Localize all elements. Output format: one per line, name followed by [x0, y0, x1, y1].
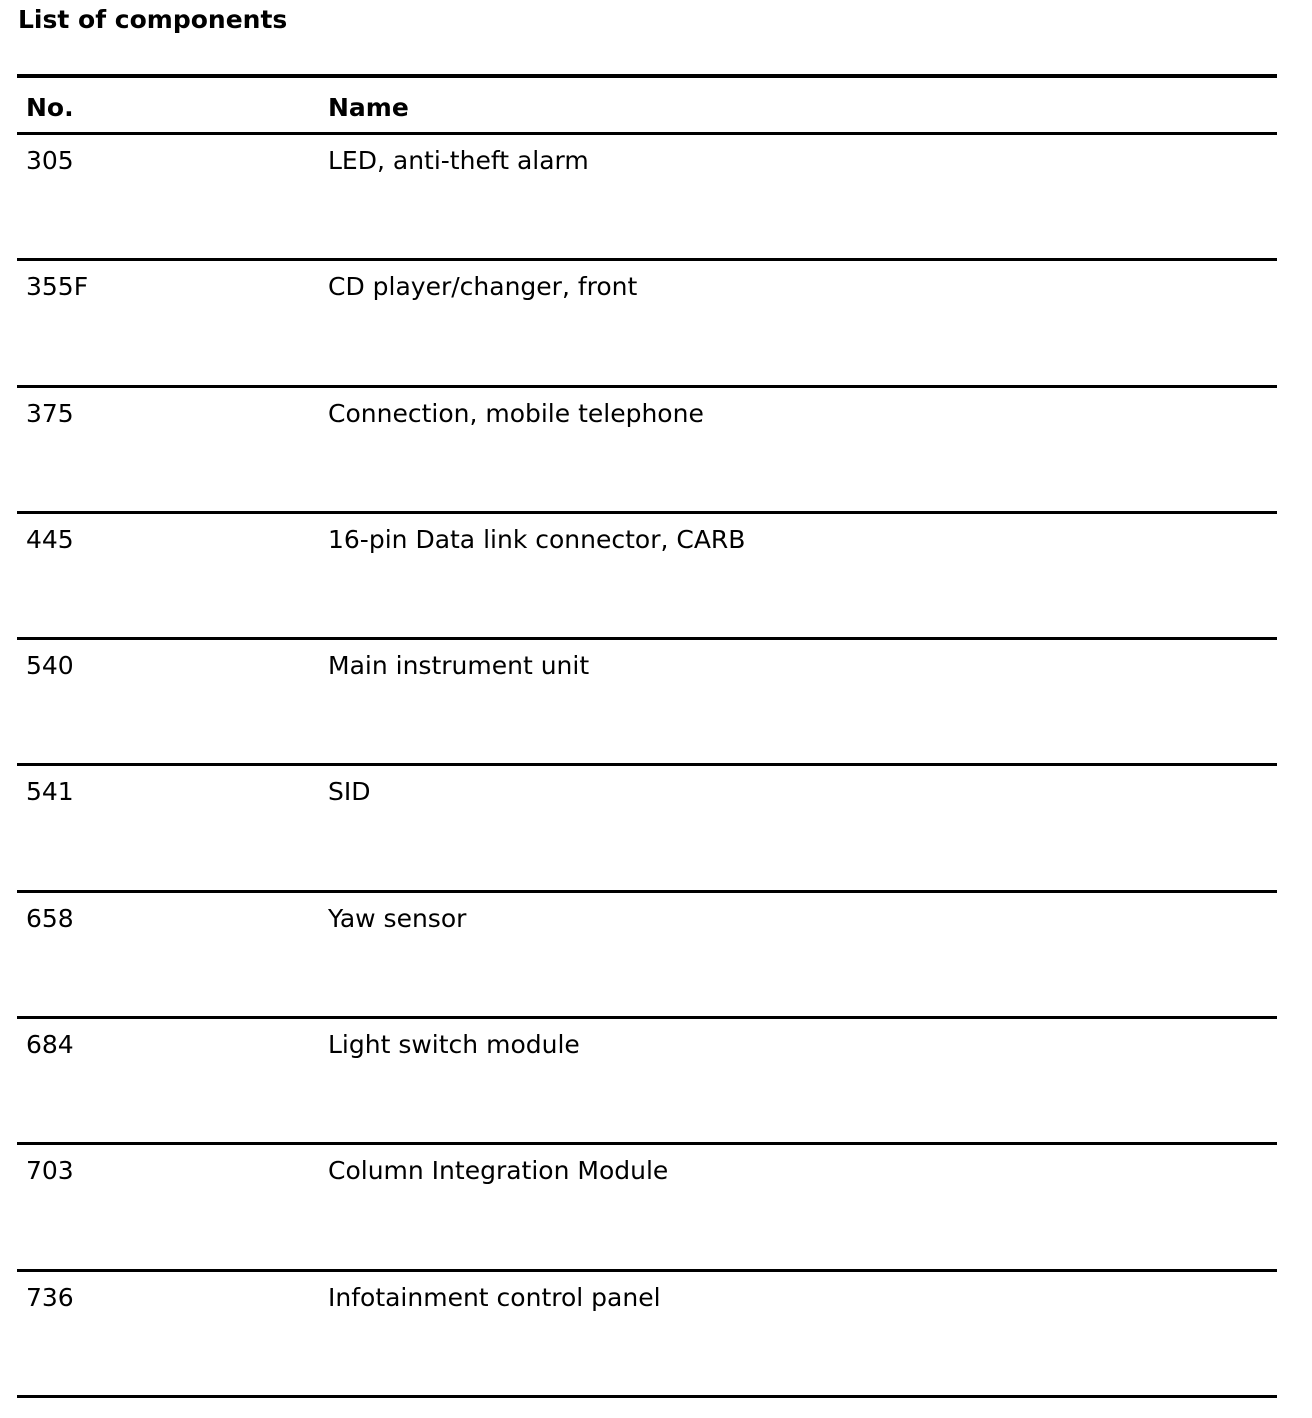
component-name: Column Integration Module — [328, 1156, 669, 1186]
component-number: 445 — [26, 524, 74, 554]
component-number: 736 — [26, 1282, 74, 1312]
component-number: 355F — [26, 272, 89, 302]
table-bottom-rule — [17, 1395, 1277, 1398]
component-name: 16-pin Data link connector, CARB — [328, 524, 746, 554]
table-row — [17, 893, 1277, 1016]
component-number: 684 — [26, 1030, 74, 1060]
component-number: 305 — [26, 146, 74, 175]
component-number: 541 — [26, 777, 74, 807]
table-row — [17, 261, 1277, 384]
component-number: 375 — [26, 398, 74, 428]
table-row — [17, 1272, 1277, 1395]
table-row — [17, 135, 1277, 258]
column-header-name: Name — [328, 93, 409, 122]
component-name: SID — [328, 777, 371, 807]
table-row — [17, 766, 1277, 889]
table-header — [17, 78, 1277, 132]
table-row — [17, 1145, 1277, 1268]
component-name: Yaw sensor — [328, 903, 467, 933]
table-row — [17, 1019, 1277, 1142]
table-row — [17, 640, 1277, 763]
table-row — [17, 388, 1277, 511]
component-name: CD player/changer, front — [328, 272, 638, 302]
component-name: Main instrument unit — [328, 651, 590, 681]
component-name: LED, anti-theft alarm — [328, 146, 589, 175]
page-title: List of components — [18, 5, 288, 34]
component-number: 540 — [26, 651, 74, 681]
component-number: 703 — [26, 1156, 74, 1186]
component-name: Connection, mobile telephone — [328, 398, 704, 428]
table-row — [17, 514, 1277, 637]
column-header-no: No. — [26, 93, 74, 122]
component-name: Infotainment control panel — [328, 1282, 661, 1312]
component-number: 658 — [26, 903, 74, 933]
component-name: Light switch module — [328, 1030, 580, 1060]
components-table — [17, 74, 1277, 1398]
